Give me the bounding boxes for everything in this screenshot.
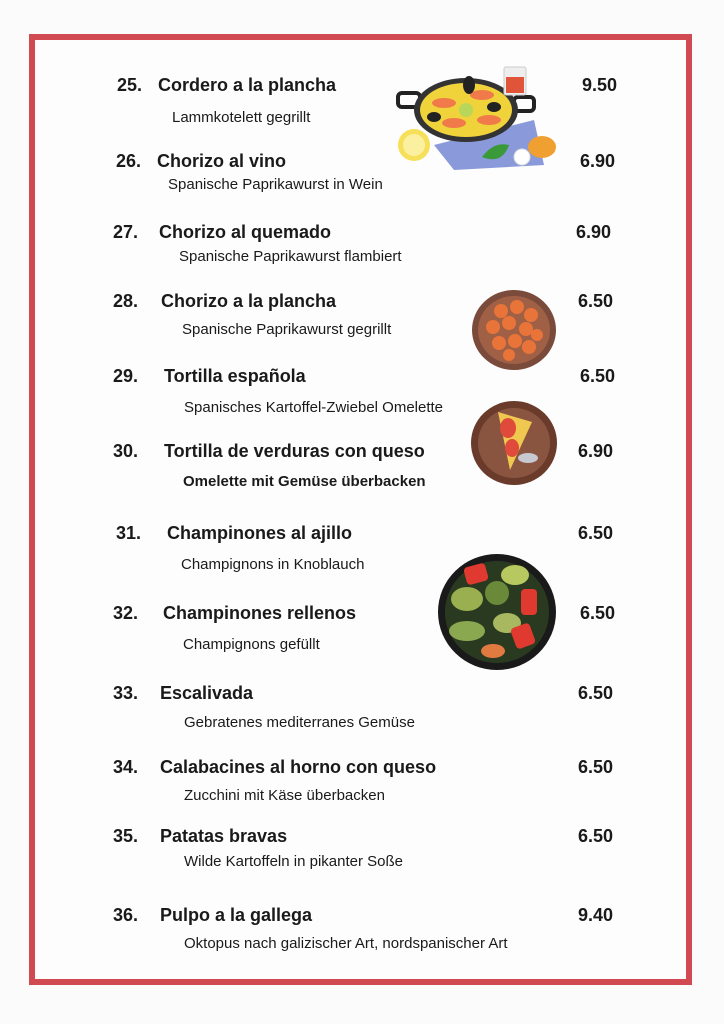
item-price: 6.50 [578, 826, 614, 846]
item-price: 6.90 [578, 441, 614, 461]
item-name: Tortilla española [164, 366, 306, 386]
item-name: Champinones al ajillo [167, 523, 353, 543]
item-name: Tortilla de verduras con queso [164, 441, 425, 461]
item-price: 9.50 [582, 75, 618, 95]
item-description: Lammkotelett gegrillt [172, 109, 311, 126]
item-price: 9.40 [578, 905, 614, 925]
item-price: 6.90 [580, 151, 616, 171]
item-number: 36. [113, 905, 139, 925]
item-price: 6.50 [578, 757, 614, 777]
item-description: Spanisches Kartoffel-Zwiebel Omelette [184, 399, 444, 416]
item-description: Champignons gefüllt [183, 636, 320, 653]
item-number: 31. [116, 523, 142, 543]
item-description: Gebratenes mediterranes Gemüse [184, 714, 415, 731]
tortilla-dish-image [470, 400, 558, 486]
item-number: 25. [117, 75, 143, 95]
item-number: 27. [113, 222, 139, 242]
item-name: Chorizo a la plancha [161, 291, 337, 311]
item-number: 34. [113, 757, 139, 777]
item-name: Chorizo al vino [157, 151, 287, 171]
item-number: 30. [113, 441, 139, 461]
item-name: Patatas bravas [160, 826, 288, 846]
item-description: Spanische Paprikawurst gegrillt [182, 321, 392, 338]
item-price: 6.50 [578, 523, 614, 543]
item-description: Zucchini mit Käse überbacken [184, 787, 385, 804]
item-description: Oktopus nach galizischer Art, nordspanischer Art [184, 935, 508, 952]
item-number: 26. [116, 151, 142, 171]
chorizo-dish-image [471, 289, 557, 371]
item-number: 35. [113, 826, 139, 846]
item-price: 6.50 [580, 366, 616, 386]
item-number: 28. [113, 291, 139, 311]
item-name: Champinones rellenos [163, 603, 357, 623]
item-number: 33. [113, 683, 139, 703]
item-name: Cordero a la plancha [158, 75, 337, 95]
item-number: 32. [113, 603, 139, 623]
item-description: Omelette mit Gemüse überbacken [183, 473, 426, 490]
item-name: Pulpo a la gallega [160, 905, 313, 925]
item-price: 6.50 [580, 603, 616, 623]
item-price: 6.50 [578, 291, 614, 311]
item-description: Spanische Paprikawurst flambiert [179, 248, 402, 265]
item-description: Wilde Kartoffeln in pikanter Soße [184, 853, 404, 870]
item-description: Spanische Paprikawurst in Wein [168, 176, 383, 193]
item-number: 29. [113, 366, 139, 386]
paella-illustration-image [394, 65, 564, 177]
item-price: 6.50 [578, 683, 614, 703]
item-name: Escalivada [160, 683, 254, 703]
item-name: Chorizo al quemado [159, 222, 332, 242]
item-price: 6.90 [576, 222, 612, 242]
vegetable-dish-image [437, 553, 557, 671]
item-description: Champignons in Knoblauch [181, 556, 365, 573]
item-name: Calabacines al horno con queso [160, 757, 437, 777]
